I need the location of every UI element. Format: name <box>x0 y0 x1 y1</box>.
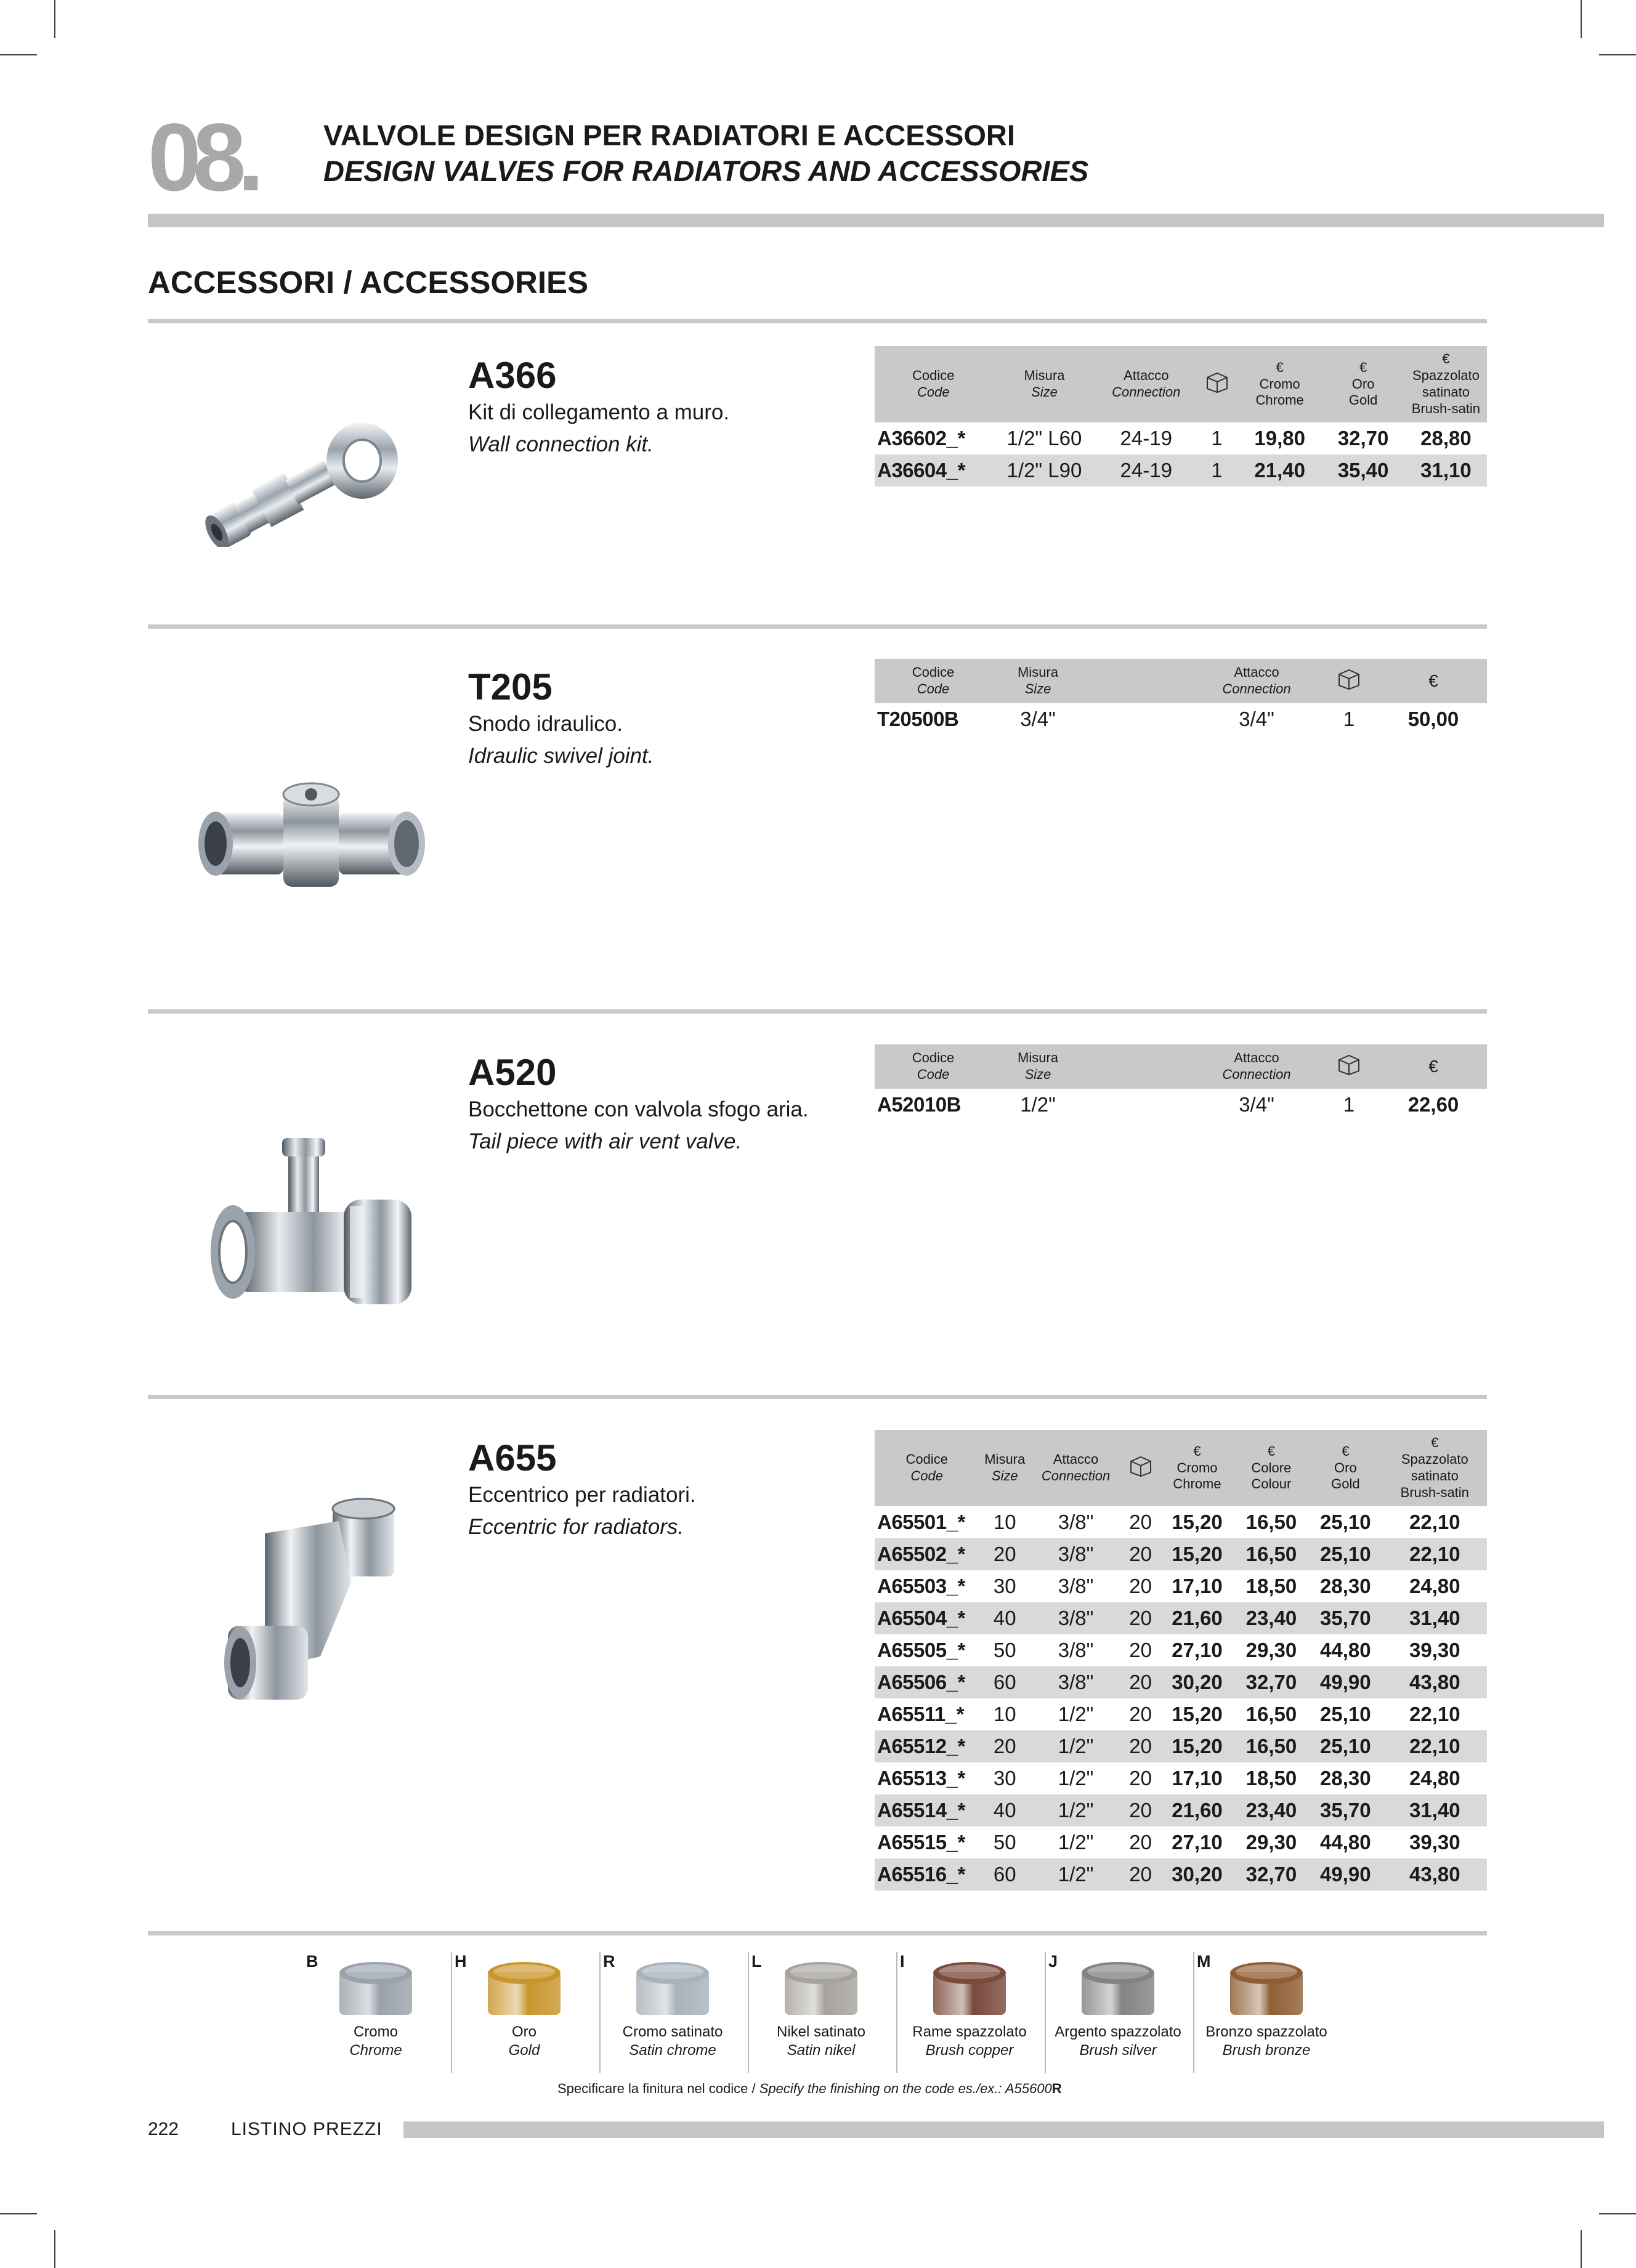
finish-cap-swatch <box>336 1959 416 2019</box>
table-row: A65514_* 40 1/2" 20 21,60 23,40 35,70 31,40 <box>875 1794 1487 1826</box>
product-desc-en: Eccentric for radiators. <box>468 1515 684 1539</box>
product-code-a655: A655 <box>468 1437 557 1479</box>
product-desc-it: Kit di collegamento a muro. <box>468 400 730 424</box>
finish-cap-swatch <box>1078 1959 1158 2019</box>
finish-name-it: Oro <box>511 2024 537 2040</box>
finish-name-en: Chrome <box>349 2042 402 2059</box>
table-row: A65503_* 30 3/8" 20 17,10 18,50 28,30 24,80 <box>877 1575 1460 1597</box>
header-price: € <box>1380 1044 1487 1089</box>
product-code-t205: T205 <box>468 666 553 708</box>
finish-letter: L <box>751 1952 762 1971</box>
table-row: A65506_* 60 3/8" 20 30,20 32,70 49,90 43,80 <box>875 1666 1487 1698</box>
table-row: A65505_* 50 3/8" 20 27,10 29,30 44,80 39,30 <box>877 1639 1460 1661</box>
section-divider <box>148 319 1487 323</box>
header-connection: Attacco Connection <box>1195 659 1318 703</box>
finish-note: Specificare la finitura nel codice / Specify the finishing on the code es./ex.: A55600R <box>557 2081 1062 2096</box>
box-icon <box>1121 1430 1160 1506</box>
crop-mark <box>0 2213 37 2214</box>
finish-divider <box>1193 1952 1194 2073</box>
chapter-number: 08. <box>148 104 256 211</box>
table-row: A65502_* 20 3/8" 20 15,20 16,50 25,10 22,10 <box>875 1538 1487 1570</box>
crop-mark <box>1599 2213 1636 2214</box>
table-row: A65504_* 40 3/8" 20 21,60 23,40 35,70 31,40 <box>875 1602 1487 1634</box>
product-code-a366: A366 <box>468 355 557 396</box>
finish-letter: B <box>306 1952 318 1971</box>
page-label: LISTINO PREZZI <box>231 2119 383 2139</box>
chapter-title-it: VALVOLE DESIGN PER RADIATORI E ACCESSORI <box>323 119 1015 151</box>
header-code: Codice Code <box>875 1044 992 1089</box>
finish-divider <box>896 1952 897 2073</box>
header-chrome: € Cromo Chrome <box>1160 1430 1234 1506</box>
header-size: Misura Size <box>992 659 1084 703</box>
header-bar <box>148 214 1604 227</box>
chapter-title-en: DESIGN VALVES FOR RADIATORS AND ACCESSORIES <box>323 155 1089 187</box>
table-row: A65515_* 50 1/2" 20 27,10 29,30 44,80 39,30 <box>877 1831 1460 1854</box>
header-code: Codice Code <box>875 1430 979 1506</box>
header-gold: € Oro Gold <box>1321 346 1404 422</box>
header-connection: Attacco Connection <box>1096 346 1196 422</box>
header-price: € <box>1380 659 1487 703</box>
finish-letter: R <box>603 1952 615 1971</box>
table-row: A52010B 1/2" 3/4" 1 22,60 <box>877 1093 1459 1116</box>
product-desc-en: Tail piece with air vent valve. <box>468 1129 742 1153</box>
tail-piece-valve-image <box>196 1132 424 1317</box>
price-table-a520 <box>875 1044 1487 1121</box>
crop-mark <box>54 2230 55 2268</box>
product-desc-it: Bocchettone con valvola sfogo aria. <box>468 1097 809 1121</box>
box-icon <box>1196 346 1238 422</box>
wall-connection-kit-image <box>196 418 411 547</box>
product-desc-en: Wall connection kit. <box>468 432 654 456</box>
header-size: Misura Size <box>992 1044 1084 1089</box>
header-gold: € Oro Gold <box>1308 1430 1382 1506</box>
section-title: ACCESSORI / ACCESSORIES <box>148 265 589 300</box>
finish-divider <box>451 1952 452 2073</box>
finish-name-en: Brush silver <box>1079 2042 1157 2059</box>
swivel-joint-image <box>191 770 431 905</box>
finish-cap-swatch <box>1226 1959 1306 2019</box>
product-desc-en: Idraulic swivel joint. <box>468 744 654 768</box>
table-row: A36604_* 1/2" L90 24-19 1 21,40 35,40 31,10 <box>875 454 1487 486</box>
table-row: T20500B 3/4" 3/4" 1 50,00 <box>877 708 1459 730</box>
crop-mark <box>1599 54 1636 55</box>
finish-letter: M <box>1197 1952 1211 1971</box>
product-code-a520: A520 <box>468 1052 557 1093</box>
table-row: A65516_* 60 1/2" 20 30,20 32,70 49,90 43,80 <box>875 1858 1487 1891</box>
finish-cap-swatch <box>484 1959 564 2019</box>
crop-mark <box>54 0 55 38</box>
crop-mark <box>1581 2230 1582 2268</box>
section-divider <box>148 1931 1487 1935</box>
crop-mark <box>0 54 37 55</box>
header-code: Codice Code <box>875 346 992 422</box>
header-colour: € Colore Colour <box>1234 1430 1308 1506</box>
table-row: A65501_* 10 3/8" 20 15,20 16,50 25,10 22,10 <box>877 1511 1460 1533</box>
header-size: Misura Size <box>992 346 1097 422</box>
finish-name-en: Brush copper <box>925 2042 1014 2059</box>
header-connection: Attacco Connection <box>1195 1044 1318 1089</box>
finish-name-it: Argento spazzolato <box>1055 2024 1181 2040</box>
header-chrome: € Cromo Chrome <box>1238 346 1321 422</box>
finish-name-it: Rame spazzolato <box>912 2024 1027 2040</box>
page-number: 222 <box>148 2119 179 2139</box>
product-desc-it: Eccentrico per radiatori. <box>468 1483 696 1507</box>
eccentric-fitting-image <box>216 1496 413 1718</box>
section-divider <box>148 1009 1487 1014</box>
finish-name-en: Satin chrome <box>629 2042 716 2059</box>
finish-divider <box>1045 1952 1046 2073</box>
header-code: Codice Code <box>875 659 992 703</box>
finish-divider <box>599 1952 601 2073</box>
price-table-a366 <box>875 346 1487 486</box>
finish-cap-swatch <box>929 1959 1010 2019</box>
product-desc-it: Snodo idraulico. <box>468 712 623 736</box>
finish-letter: H <box>455 1952 467 1971</box>
finish-name-it: Nikel satinato <box>776 2024 866 2040</box>
finish-cap-swatch <box>633 1959 713 2019</box>
finish-name-en: Gold <box>508 2042 540 2059</box>
crop-mark <box>1581 0 1582 38</box>
finish-name-en: Brush bronze <box>1222 2042 1311 2059</box>
finish-divider <box>748 1952 749 2073</box>
finish-letter: J <box>1048 1952 1058 1971</box>
finish-cap-swatch <box>781 1959 861 2019</box>
finish-name-en: Satin nikel <box>787 2042 856 2059</box>
table-row: A65511_* 10 1/2" 20 15,20 16,50 25,10 22,10 <box>877 1703 1460 1725</box>
section-divider <box>148 1395 1487 1399</box>
header-brush-satin: € Spazzolato satinato Brush-satin <box>1383 1430 1487 1506</box>
finish-letter: I <box>900 1952 905 1971</box>
header-brush-satin: € Spazzolato satinato Brush-satin <box>1405 346 1487 422</box>
section-divider <box>148 624 1487 629</box>
finish-name-it: Cromo satinato <box>622 2024 723 2040</box>
price-table-a655 <box>875 1430 1487 1891</box>
box-icon <box>1318 659 1380 703</box>
table-row: A65513_* 30 1/2" 20 17,10 18,50 28,30 24,80 <box>877 1767 1460 1790</box>
finish-name-it: Bronzo spazzolato <box>1205 2024 1327 2040</box>
header-connection: Attacco Connection <box>1031 1430 1121 1506</box>
header-size: Misura Size <box>979 1430 1031 1506</box>
finish-name-it: Cromo <box>353 2024 398 2040</box>
footer-bar <box>403 2121 1604 2138</box>
box-icon <box>1318 1044 1380 1089</box>
table-row: A65512_* 20 1/2" 20 15,20 16,50 25,10 22,10 <box>875 1730 1487 1762</box>
price-table-t205 <box>875 659 1487 735</box>
table-row: A36602_* 1/2" L60 24-19 1 19,80 32,70 28,80 <box>877 427 1472 450</box>
